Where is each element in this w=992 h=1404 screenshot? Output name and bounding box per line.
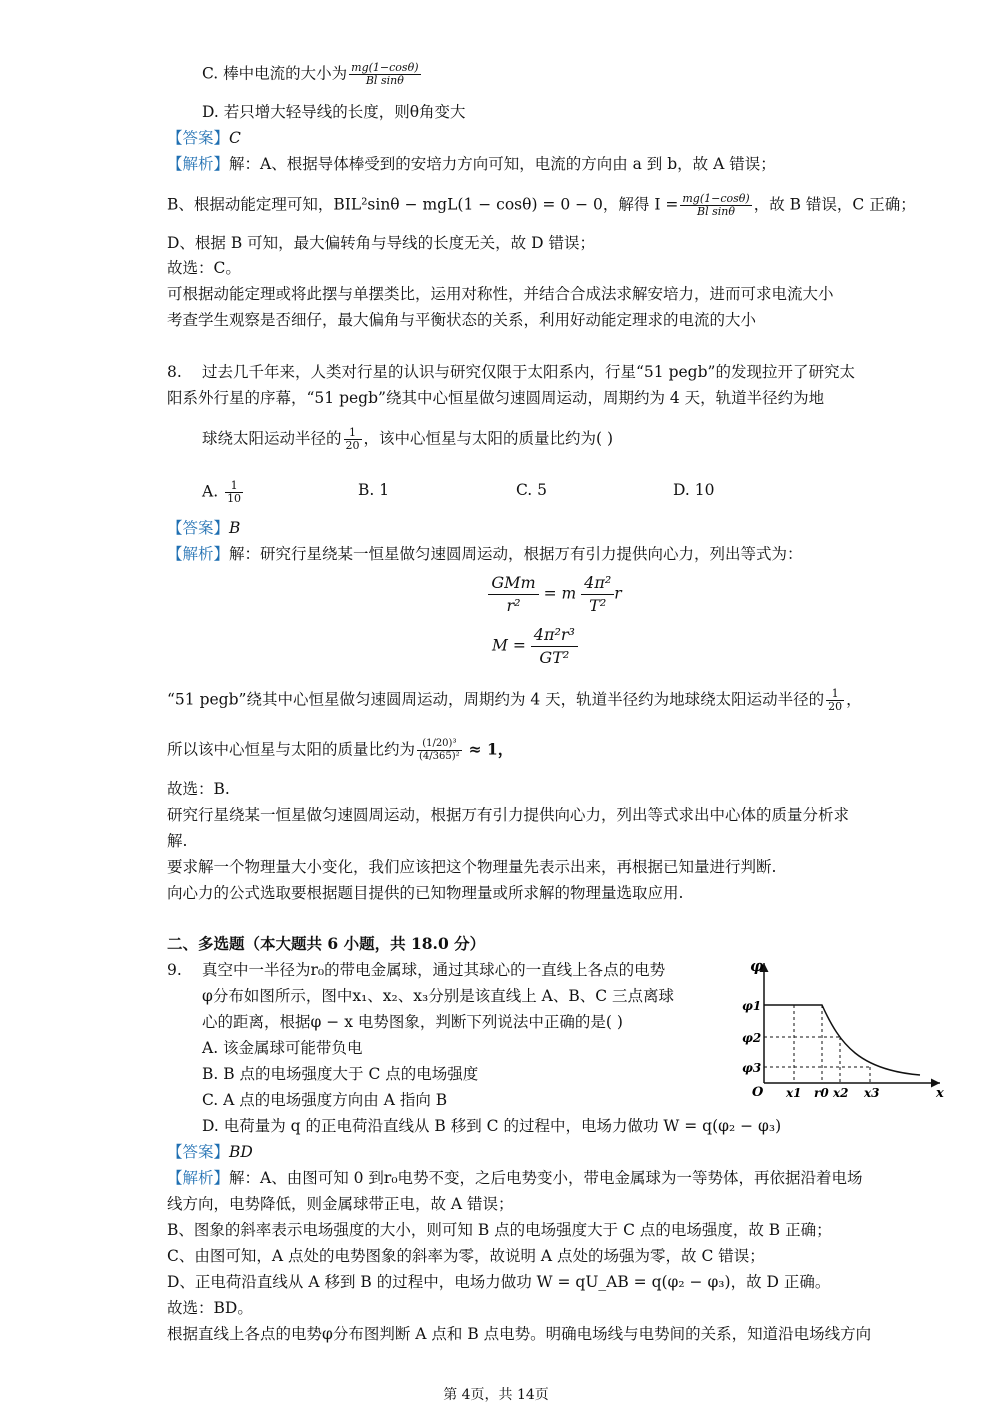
q7-comment-2: 考查学生观察是否细仔，最大偏角与平衡状态的关系，利用好动能定理求的电流的大小 [167,311,757,329]
potential-curve [764,1005,920,1075]
q9-analysis-1: 【解析】解：A、由图可知 0 到r₀电势不变，之后电势变小，带电金属球为一等势体，再依据沿着电场 [167,1169,863,1187]
q9-choose: 故选：BD。 [167,1299,253,1317]
phi1-label: φ1 [742,999,762,1013]
q9-stem-3: 心的距离，根据φ − x 电势图象，判断下列说法中正确的是( ) [202,1013,623,1031]
y-axis-label: φ [750,957,764,975]
q8-stem-3: 球绕太阳运动半径的 $\frac{1}{20}$ ，该中心恒星与太阳的质量比约为( ) [202,426,614,452]
phi2-label: φ2 [742,1031,762,1045]
q7-option-c: C. 棒中电流的大小为 $\frac{mg(1-\cos\theta)}{\text{Bl sinθ}}$ [202,61,419,87]
q7-answer: 【答案】C [167,129,241,147]
x-axis-label: x [936,1086,944,1101]
q9-option-a: A. 该金属球可能带负电 [202,1039,363,1057]
q9-analysis-3: B、图象的斜率表示电场强度的大小，则可知 B 点的电场强度大于 C 点的电场强度，故 B 正确； [167,1221,832,1239]
q8-equation-2: M = $\frac{\text{4π²r³}}{\text{GT²}}$ [470,624,600,669]
origin-label: O [752,1085,764,1100]
q8-analysis-3: 所以该中心恒星与太阳的质量比约为 $\frac{\text{(1/20)³}}{\text{(4/365)²}}$ ≈ 1， [167,738,514,762]
q9-potential-graph [740,955,950,1105]
q9-stem-2: φ分布如图所示，图中x₁、x₂、x₃分别是该直线上 A、B、C 三点离球 [202,987,675,1005]
q8-answer: 【答案】B [167,519,241,537]
section-title: 二、多选题（本大题共 6 小题，共 18.0 分） [167,934,486,953]
q7-analysis-fraction: $\frac{mg(1-\cos\theta)}{\text{Bl sinθ}}$ [682,192,750,218]
q8-option-b: B. 1 [358,481,390,499]
q9-number: 9. [167,961,182,979]
phi3-label: φ3 [742,1061,762,1075]
q9-analysis-2: 线方向，电势降低，则金属球带正电，故 A 错误； [167,1195,514,1213]
q7-analysis-2: B、根据动能定理可知，BIL²sinθ − mgL(1 − cosθ) = 0 − 0，解得 I = $\frac{mg(1-\cos\theta)}{\text{Bl sinθ}}$ ，故 B 错误，C 正确； [167,192,916,218]
q8-option-d: D. 10 [673,481,715,499]
q8-analysis-2: “51 pegb”绕其中心恒星做匀速圆周运动，周期约为 4 天，轨道半径约为地球绕太阳运动半径的 $\frac{1}{20}$ ， [167,687,862,713]
q7-option-c-fraction: $\frac{mg(1-\cos\theta)}{\text{Bl sinθ}}$ [351,61,419,87]
q7-option-d: D. 若只增大轻导线的长度，则θ角变大 [202,103,466,121]
q8-comment-3: 要求解一个物理量大小变化，我们应该把这个物理量先表示出来，再根据已知量进行判断. [167,858,777,876]
q8-comment-4: 向心力的公式选取要根据题目提供的已知物理量或所求解的物理量选取应用. [167,884,684,902]
x3-label: x3 [864,1086,880,1100]
q9-analysis-4: C、由图可知，A 点处的电势图象的斜率为零，故说明 A 点处的场强为零，故 C 错误； [167,1247,765,1265]
q9-comment-1: 根据直线上各点的电势φ分布图判断 A 点和 B 点电势。明确电场线与电势间的关系，知道沿电场线方向 [167,1325,872,1343]
q9-option-d: D. 电荷量为 q 的正电荷沿直线从 B 移到 C 的过程中，电场力做功 W = q(φ₂ − φ₃) [202,1117,782,1135]
q8-analysis-1: 【解析】解：研究行星绕某一恒星做匀速圆周运动，根据万有引力提供向心力，列出等式为： [167,545,803,563]
q9-option-c: C. A 点的电场强度方向由 A 指向 B [202,1091,448,1109]
q8-comment-1: 研究行星绕某一恒星做匀速圆周运动，根据万有引力提供向心力，列出等式求出中心体的质量分析求 [167,806,850,824]
x1-label: x1 [786,1086,802,1100]
q9-answer: 【答案】BD [167,1143,253,1161]
q8-comment-2: 解. [167,832,188,850]
q7-comment-1: 可根据动能定理或将此摆与单摆类比，运用对称性，并结合合成法求解安培力，进而可求电流大小 [167,285,834,303]
q9-stem-1: 真空中一半径为r₀的带电金属球，通过其球心的一直线上各点的电势 [202,961,666,979]
page-footer: 第 4页，共 14页 [443,1387,549,1403]
q7-choose: 故选：C。 [167,259,241,277]
q9-analysis-5: D、正电荷沿直线从 A 移到 B 的过程中，电场力做功 W = qU_AB = q(φ₂ − φ₃)，故 D 正确。 [167,1273,831,1291]
q8-choose: 故选：B. [167,780,230,798]
q8-stem-2: 阳系外行星的序幕，“51 pegb”绕其中心恒星做匀速圆周运动，周期约为 4 天，轨道半径约为地 [167,389,825,407]
r0-label: r0 [814,1086,829,1100]
q9-option-b: B. B 点的电场强度大于 C 点的电场强度 [202,1065,479,1083]
q8-option-a: A. $\frac{1}{10}$ [202,479,242,505]
q8-stem-1: 过去几千年来，人类对行星的认识与研究仅限于太阳系内，行星“51 pegb”的发现拉开了研究太 [202,363,855,381]
q8-option-c: C. 5 [516,481,548,499]
q7-analysis-3: D、根据 B 可知，最大偏转角与导线的长度无关，故 D 错误； [167,234,595,252]
q8-stem-fraction: $\frac{1}{20}$ [345,426,360,452]
q8-equation-1: GMm r² = m $\frac{\text{4π²}}{\text{T²}}$ r [470,572,640,617]
q7-analysis-1: 【解析】解：A、根据导体棒受到的安培力方向可知，电流的方向由 a 到 b，故 A 错误； [167,155,776,173]
x2-label: x2 [833,1086,849,1100]
q8-number: 8. [167,363,182,381]
